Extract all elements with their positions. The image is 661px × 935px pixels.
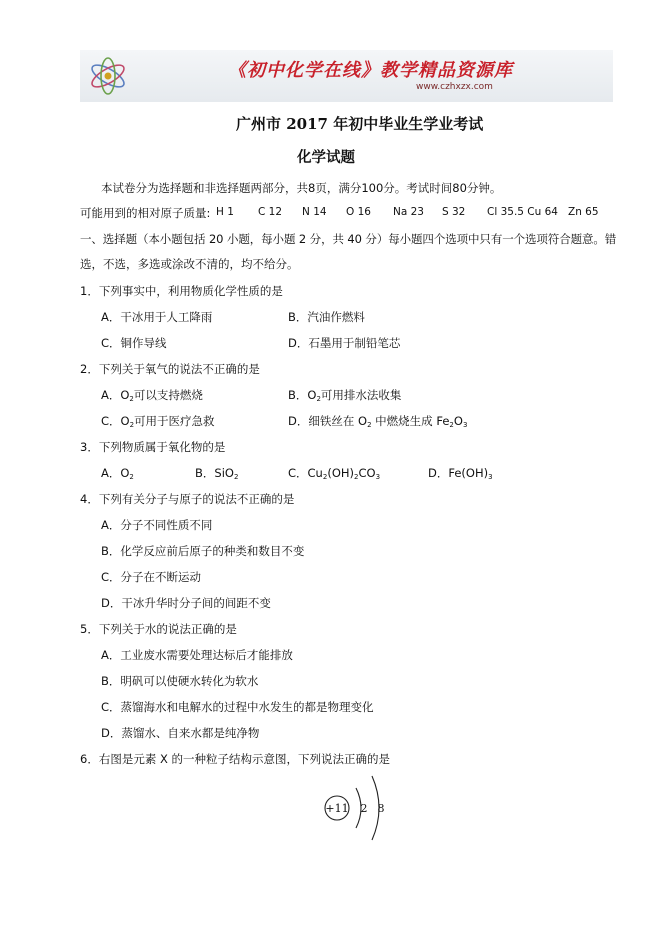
q3-stem: 3．下列物质属于氧化物的是 xyxy=(80,440,226,454)
exam-subject: 化学试题 xyxy=(297,149,355,166)
q3-option-c: C．$Cu_2(OH)_2CO_3$ xyxy=(288,466,381,481)
q6-stem: 6．右图是元素 X 的一种粒子结构示意图，下列说法正确的是 xyxy=(80,752,391,766)
q2-stem: 2．下列关于氧气的说法不正确的是 xyxy=(80,362,260,376)
q4-option-b: B．化学反应前后原子的种类和数目不变 xyxy=(101,544,305,558)
mass-o: O 16 xyxy=(346,206,371,218)
q5-option-a: A．工业废水需要处理达标后才能排放 xyxy=(101,648,293,662)
q1-option-b: B．汽油作燃料 xyxy=(288,310,365,324)
mass-n: N 14 xyxy=(302,206,327,218)
q1-option-d: D．石墨用于制铅笔芯 xyxy=(288,336,401,350)
masses-label: 可能用到的相对原子质量: xyxy=(80,206,211,220)
q1-stem: 1．下列事实中，利用物质化学性质的是 xyxy=(80,284,283,298)
shell2-electrons: 8 xyxy=(377,802,385,815)
q5-option-b: B．明矾可以使硬水转化为软水 xyxy=(101,674,259,688)
q4-option-d: D．干冰升华时分子间的间距不变 xyxy=(101,596,271,610)
q3-option-b: B．SiO$_2$ xyxy=(195,466,239,481)
mass-s: S 32 xyxy=(442,206,466,218)
q1-option-a: A．干冰用于人工降雨 xyxy=(101,310,213,324)
mass-cl-cu: Cl 35.5 Cu 64 xyxy=(487,206,558,218)
q4-option-a: A．分子不同性质不同 xyxy=(101,518,213,532)
q2-option-d: D．细铁丝在 $O_2$ 中燃烧生成 $Fe_2O_3$ xyxy=(288,414,468,429)
mass-zn: Zn 65 xyxy=(568,206,599,218)
q2-option-c: C．$O_2$可用于医疗急救 xyxy=(101,414,215,429)
mass-c: C 12 xyxy=(258,206,283,218)
q5-option-c: C．蒸馏海水和电解水的过程中水发生的都是物理变化 xyxy=(101,700,374,714)
q5-option-d: D．蒸馏水、自来水都是纯净物 xyxy=(101,726,260,740)
q2-option-a: A．$O_2$可以支持燃烧 xyxy=(101,388,203,403)
q4-option-c: C．分子在不断运动 xyxy=(101,570,202,584)
exam-intro: 本试卷分为选择题和非选择题两部分，共8页，满分100分。考试时间80分钟。 xyxy=(101,181,502,195)
q1-option-c: C．铜作导线 xyxy=(101,336,167,350)
q4-stem: 4．下列有关分子与原子的说法不正确的是 xyxy=(80,492,295,506)
nucleus-charge: +11 xyxy=(325,802,349,815)
section-instructions-line1: 一、选择题（本小题包括 20 小题，每小题 2 分，共 40 分）每小题四个选项中只有一个选项符合题意。错 xyxy=(80,232,617,246)
shell1-electrons: 2 xyxy=(360,802,368,815)
atom-logo-icon xyxy=(86,54,130,98)
exam-title: 广州市 2017 年初中毕业生学业考试 xyxy=(236,115,484,133)
mass-h: H 1 xyxy=(216,206,234,218)
q3-option-a: A．$O_2$ xyxy=(101,466,134,481)
atom-structure-diagram xyxy=(318,772,390,842)
banner-title: 《初中化学在线》教学精品资源库 xyxy=(228,60,513,81)
q2-option-b: B．$O_2$可用排水法收集 xyxy=(288,388,402,403)
header-banner xyxy=(80,50,613,102)
q3-option-d: D．$Fe(OH)_3$ xyxy=(428,466,493,481)
banner-url: www.czhxzx.com xyxy=(416,82,493,92)
section-instructions-line2: 选，不选，多选或涂改不清的，均不给分。 xyxy=(80,257,299,271)
mass-na: Na 23 xyxy=(393,206,424,218)
q5-stem: 5．下列关于水的说法正确的是 xyxy=(80,622,237,636)
